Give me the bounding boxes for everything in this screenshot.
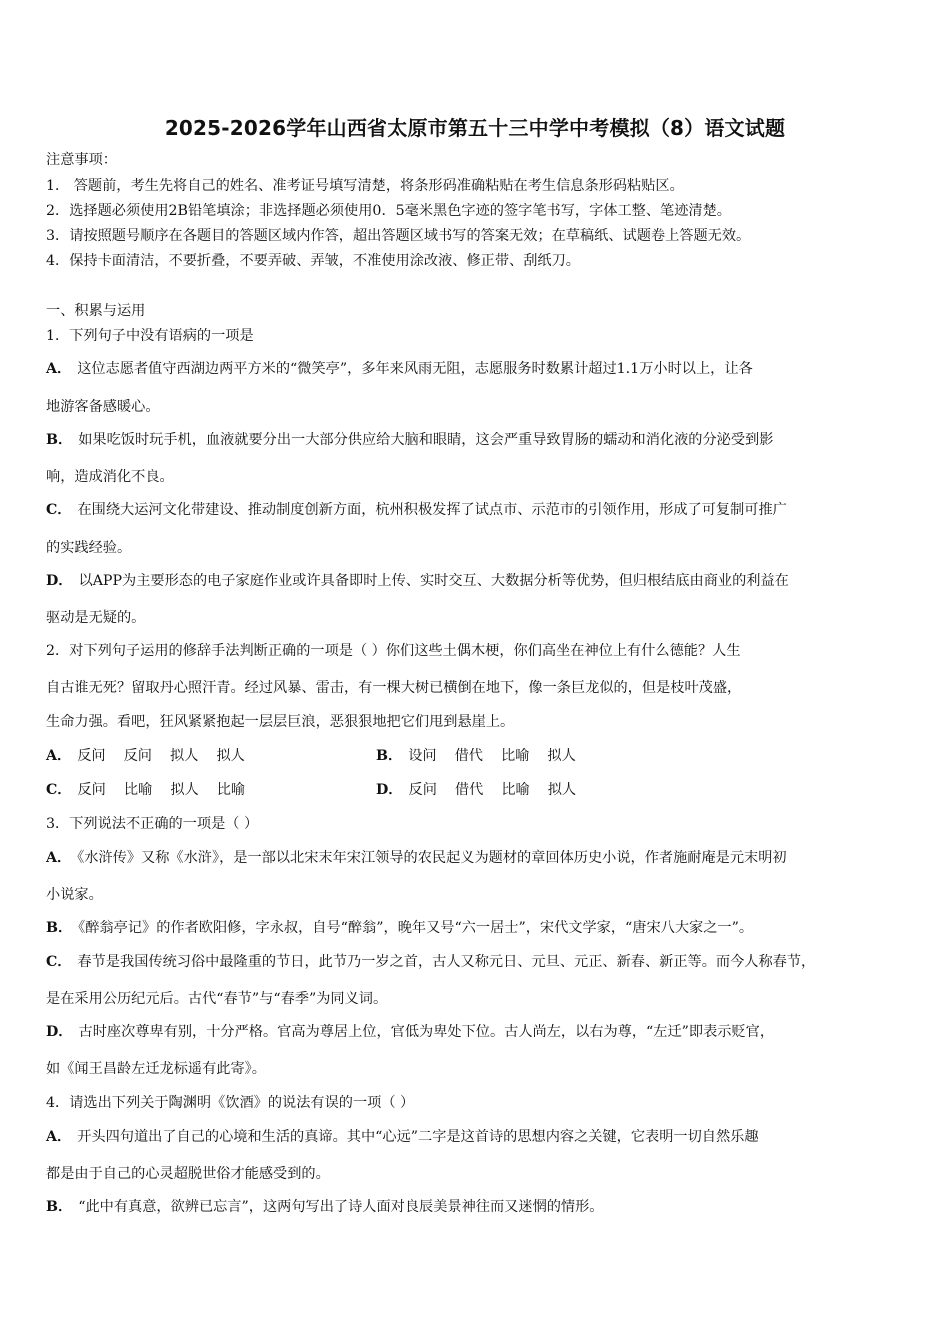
page-title: 2025-2026学年山西省太原市第五十三中学中考模拟（8）语文试题 bbox=[164, 116, 786, 140]
option-text: 《水浒传》又称《水浒》，是一部以北宋末年宋江领导的农民起义为题材的章回体历史小说，作者施耐庵是元末明初 bbox=[77, 850, 787, 866]
q3-option-d bbox=[46, 1022, 774, 1042]
question-2-stem-cont: 自古谁无死？留取丹心照汗青。经过风暴、雷击，有一棵大树已横倒在地下，像一条巨龙似的，但是枝叶茂盛， bbox=[46, 680, 742, 696]
option-label: A． bbox=[46, 748, 72, 764]
q4-option-b bbox=[46, 1197, 603, 1217]
question-2-stem-cont: 生命力强。看吧，狂风紧紧抱起一层层巨浪，恶狠狠地把它们甩到悬崖上。 bbox=[46, 714, 515, 730]
option-label: B． bbox=[376, 748, 403, 764]
q1-option-a-cont: 地游客备感暖心。 bbox=[46, 399, 160, 415]
q1-option-d bbox=[46, 571, 789, 591]
option-label: B． bbox=[46, 1199, 73, 1215]
notice-item: 1． 答题前，考生先将自己的姓名、准考证号填写清楚，将条形码准确粘贴在考生信息条形码粘贴区。 bbox=[46, 178, 684, 194]
q3-option-a bbox=[46, 848, 787, 868]
option-label: A． bbox=[46, 1129, 72, 1145]
option-label: D． bbox=[46, 1024, 73, 1040]
q2-option-a bbox=[46, 746, 245, 766]
q3-option-c-cont: 是在采用公历纪元后。古代“春节”与“春季”为同义词。 bbox=[46, 991, 388, 1007]
notice-item: 4．保持卡面清洁，不要折叠，不要弄破、弄皱，不准使用涂改液、修正带、刮纸刀。 bbox=[46, 253, 580, 269]
option-label: C． bbox=[46, 782, 72, 798]
q1-option-a bbox=[46, 359, 753, 379]
option-label: A． bbox=[46, 850, 72, 866]
q4-option-a bbox=[46, 1127, 759, 1147]
option-text: 《醉翁亭记》的作者欧阳修，字永叔，自号“醉翁”，晚年又号“六一居士”，宋代文学家，“唐宋八大家之一”。 bbox=[78, 920, 754, 936]
option-text: 这位志愿者值守西湖边两平方米的“微笑亭”，多年来风雨无阻，志愿服务时数累计超过1.1万小时以上，让各 bbox=[77, 361, 753, 377]
option-label: B． bbox=[46, 432, 73, 448]
q4-option-a-cont: 都是由于自己的心灵超脱世俗才能感受到的。 bbox=[46, 1166, 330, 1182]
q2-option-b bbox=[376, 746, 576, 766]
option-text: 反问 反问 拟人 拟人 bbox=[77, 748, 245, 764]
option-label: D． bbox=[376, 782, 403, 798]
option-label: B． bbox=[46, 920, 73, 936]
notice-item: 3．请按照题号顺序在各题目的答题区域内作答，超出答题区域书写的答案无效；在草稿纸、试题卷上答题无效。 bbox=[46, 228, 751, 244]
q3-option-a-cont: 小说家。 bbox=[46, 887, 103, 903]
question-4-stem: 4．请选出下列关于陶渊明《饮酒》的说法有误的一项（ ） bbox=[46, 1095, 415, 1111]
q2-option-c bbox=[46, 780, 245, 800]
q3-option-c bbox=[46, 952, 815, 972]
option-text: 春节是我国传统习俗中最隆重的节日，此节乃一岁之首，古人又称元日、元旦、元正、新春、新正等。而今人称春节， bbox=[77, 954, 816, 970]
q3-option-d-cont: 如《闻王昌龄左迁龙标遥有此寄》。 bbox=[46, 1061, 266, 1077]
option-text: 在围绕大运河文化带建设、推动制度创新方面，杭州积极发挥了试点市、示范市的引领作用，形成了可复制可推广 bbox=[77, 502, 787, 518]
option-label: A． bbox=[46, 361, 72, 377]
question-3-stem: 3．下列说法不正确的一项是（ ） bbox=[46, 816, 259, 832]
q1-option-c-cont: 的实践经验。 bbox=[46, 540, 132, 556]
notice-heading: 注意事项： bbox=[46, 152, 117, 168]
option-text: 以APP为主要形态的电子家庭作业或许具备即时上传、实时交互、大数据分析等优势，但归根结底由商业的利益在 bbox=[78, 573, 789, 589]
option-text: “此中有真意，欲辨已忘言”，这两句写出了诗人面对良辰美景神往而又迷惘的情形。 bbox=[78, 1199, 604, 1215]
question-2-stem: 2．对下列句子运用的修辞手法判断正确的一项是（ ）你们这些土偶木梗，你们高坐在神位上有什么德能？人生 bbox=[46, 643, 741, 659]
q1-option-d-cont: 驱动是无疑的。 bbox=[46, 610, 146, 626]
q1-option-b-cont: 响，造成消化不良。 bbox=[46, 469, 174, 485]
q2-option-d bbox=[376, 780, 576, 800]
option-text: 如果吃饭时玩手机，血液就要分出一大部分供应给大脑和眼睛，这会严重导致胃肠的蠕动和消化液的分泌受到影 bbox=[78, 432, 774, 448]
q1-option-c bbox=[46, 500, 787, 520]
option-label: C． bbox=[46, 954, 72, 970]
option-text: 设问 借代 比喻 拟人 bbox=[408, 748, 576, 764]
option-text: 开头四句道出了自己的心境和生活的真谛。其中“心远”二字是这首诗的思想内容之关键，它表明一切自然乐趣 bbox=[77, 1129, 759, 1145]
section-heading: 一、积累与运用 bbox=[46, 303, 146, 319]
option-label: C． bbox=[46, 502, 72, 518]
option-label: D． bbox=[46, 573, 73, 589]
option-text: 反问 比喻 拟人 比喻 bbox=[77, 782, 246, 798]
question-1-stem: 1．下列句子中没有语病的一项是 bbox=[46, 328, 254, 344]
q1-option-b bbox=[46, 430, 773, 450]
notice-item: 2．选择题必须使用2B铅笔填涂；非选择题必须使用0．5毫米黑色字迹的签字笔书写，字体工整、笔迹清楚。 bbox=[46, 203, 731, 219]
option-text: 反问 借代 比喻 拟人 bbox=[408, 782, 577, 798]
q3-option-b bbox=[46, 918, 753, 938]
option-text: 古时座次尊卑有别，十分严格。官高为尊居上位，官低为卑处下位。古人尚左，以右为尊，“左迁”即表示贬官， bbox=[78, 1024, 775, 1040]
